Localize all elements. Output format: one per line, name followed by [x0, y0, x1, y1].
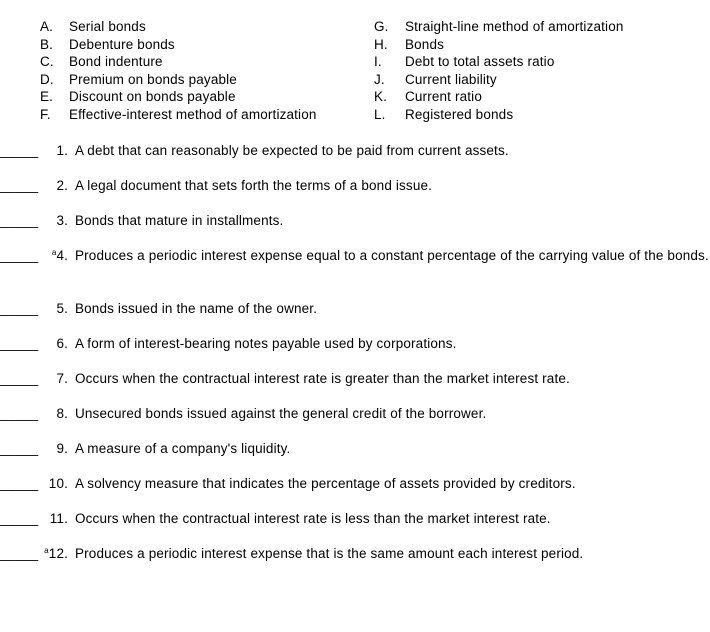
question-text: Bonds that mature in installments. — [75, 213, 284, 228]
answer-blank[interactable]: _____ — [0, 371, 39, 386]
question-number: 1. — [56, 143, 68, 158]
question-number: 4. — [56, 248, 68, 263]
question-number: 10. — [48, 476, 68, 491]
question-1 — [0, 142, 710, 160]
appendix-marker: a — [44, 546, 49, 555]
question-11 — [0, 510, 710, 528]
question-text: Bonds issued in the name of the owner. — [75, 301, 318, 316]
term-letter: A. — [40, 19, 54, 34]
question-number: 11. — [49, 511, 68, 526]
question-number: 12. — [48, 546, 68, 561]
question-text: Produces a periodic interest expense equal to a constant percentage of the carrying value of the bonds. — [75, 248, 709, 263]
question-2 — [0, 177, 710, 195]
answer-blank[interactable]: _____ — [0, 213, 39, 228]
question-text: Produces a periodic interest expense that is the same amount each interest period. — [75, 546, 584, 561]
appendix-marker: a — [51, 248, 57, 257]
answer-blank[interactable]: _____ — [0, 546, 39, 561]
term-letter: I. — [374, 54, 382, 69]
term-text: Current liability — [405, 71, 497, 87]
answer-blank[interactable]: _____ — [0, 406, 39, 421]
term-text: Straight-line method of amortization — [405, 19, 624, 34]
question-text: A measure of a company's liquidity. — [75, 441, 291, 456]
question-text: Unsecured bonds issued against the general credit of the borrower. — [75, 406, 487, 421]
question-4 — [0, 247, 710, 283]
term-letter: H. — [374, 36, 388, 52]
question-number: 2. — [56, 178, 68, 193]
question-text: A debt that can reasonably be expected to be paid from current assets. — [75, 143, 509, 158]
term-letter: B. — [40, 36, 54, 52]
answer-blank[interactable]: _____ — [0, 476, 39, 491]
question-3 — [0, 212, 710, 230]
term-text: Premium on bonds payable — [69, 71, 237, 87]
term-letter: K. — [374, 89, 388, 104]
term-text: Registered bonds — [405, 106, 514, 122]
question-6 — [0, 335, 710, 353]
term-letter: D. — [40, 71, 54, 87]
term-letter: F. — [40, 106, 51, 122]
answer-blank[interactable]: _____ — [0, 178, 39, 193]
terms-list — [0, 18, 710, 124]
term-letter: G. — [374, 19, 389, 34]
question-7 — [0, 370, 710, 388]
answer-blank[interactable]: _____ — [0, 248, 39, 263]
question-text: A solvency measure that indicates the percentage of assets provided by creditors. — [75, 476, 576, 491]
term-text: Bond indenture — [69, 54, 163, 69]
term-letter: C. — [40, 54, 54, 69]
term-text: Bonds — [405, 36, 445, 52]
question-text: A form of interest-bearing notes payable used by corporations. — [75, 336, 457, 351]
term-letter: L. — [374, 106, 386, 122]
answer-blank[interactable]: _____ — [0, 441, 39, 456]
question-text: Occurs when the contractual interest rate is greater than the market interest rate. — [75, 371, 570, 386]
term-text: Current ratio — [405, 89, 482, 104]
answer-blank[interactable]: _____ — [0, 301, 39, 316]
question-9 — [0, 440, 710, 458]
question-number: 3. — [56, 213, 68, 228]
question-number: 8. — [56, 406, 68, 421]
term-letter: E. — [40, 89, 54, 104]
question-8 — [0, 405, 710, 423]
question-number: 5. — [56, 301, 68, 316]
term-text: Serial bonds — [69, 19, 146, 34]
question-5 — [0, 300, 710, 318]
question-number: 7. — [56, 371, 68, 386]
question-text: A legal document that sets forth the terms of a bond issue. — [75, 178, 433, 193]
term-text: Discount on bonds payable — [69, 89, 236, 104]
question-number: 9. — [56, 441, 68, 456]
term-letter: J. — [374, 71, 385, 87]
question-12 — [0, 545, 710, 563]
term-text: Effective-interest method of amortization — [69, 106, 317, 122]
answer-blank[interactable]: _____ — [0, 143, 39, 158]
question-text: Occurs when the contractual interest rate is less than the market interest rate. — [75, 511, 551, 526]
term-text: Debt to total assets ratio — [405, 54, 555, 69]
question-number: 6. — [56, 336, 68, 351]
question-10 — [0, 475, 710, 493]
answer-blank[interactable]: _____ — [0, 336, 39, 351]
term-text: Debenture bonds — [69, 36, 175, 52]
answer-blank[interactable]: _____ — [0, 511, 39, 526]
